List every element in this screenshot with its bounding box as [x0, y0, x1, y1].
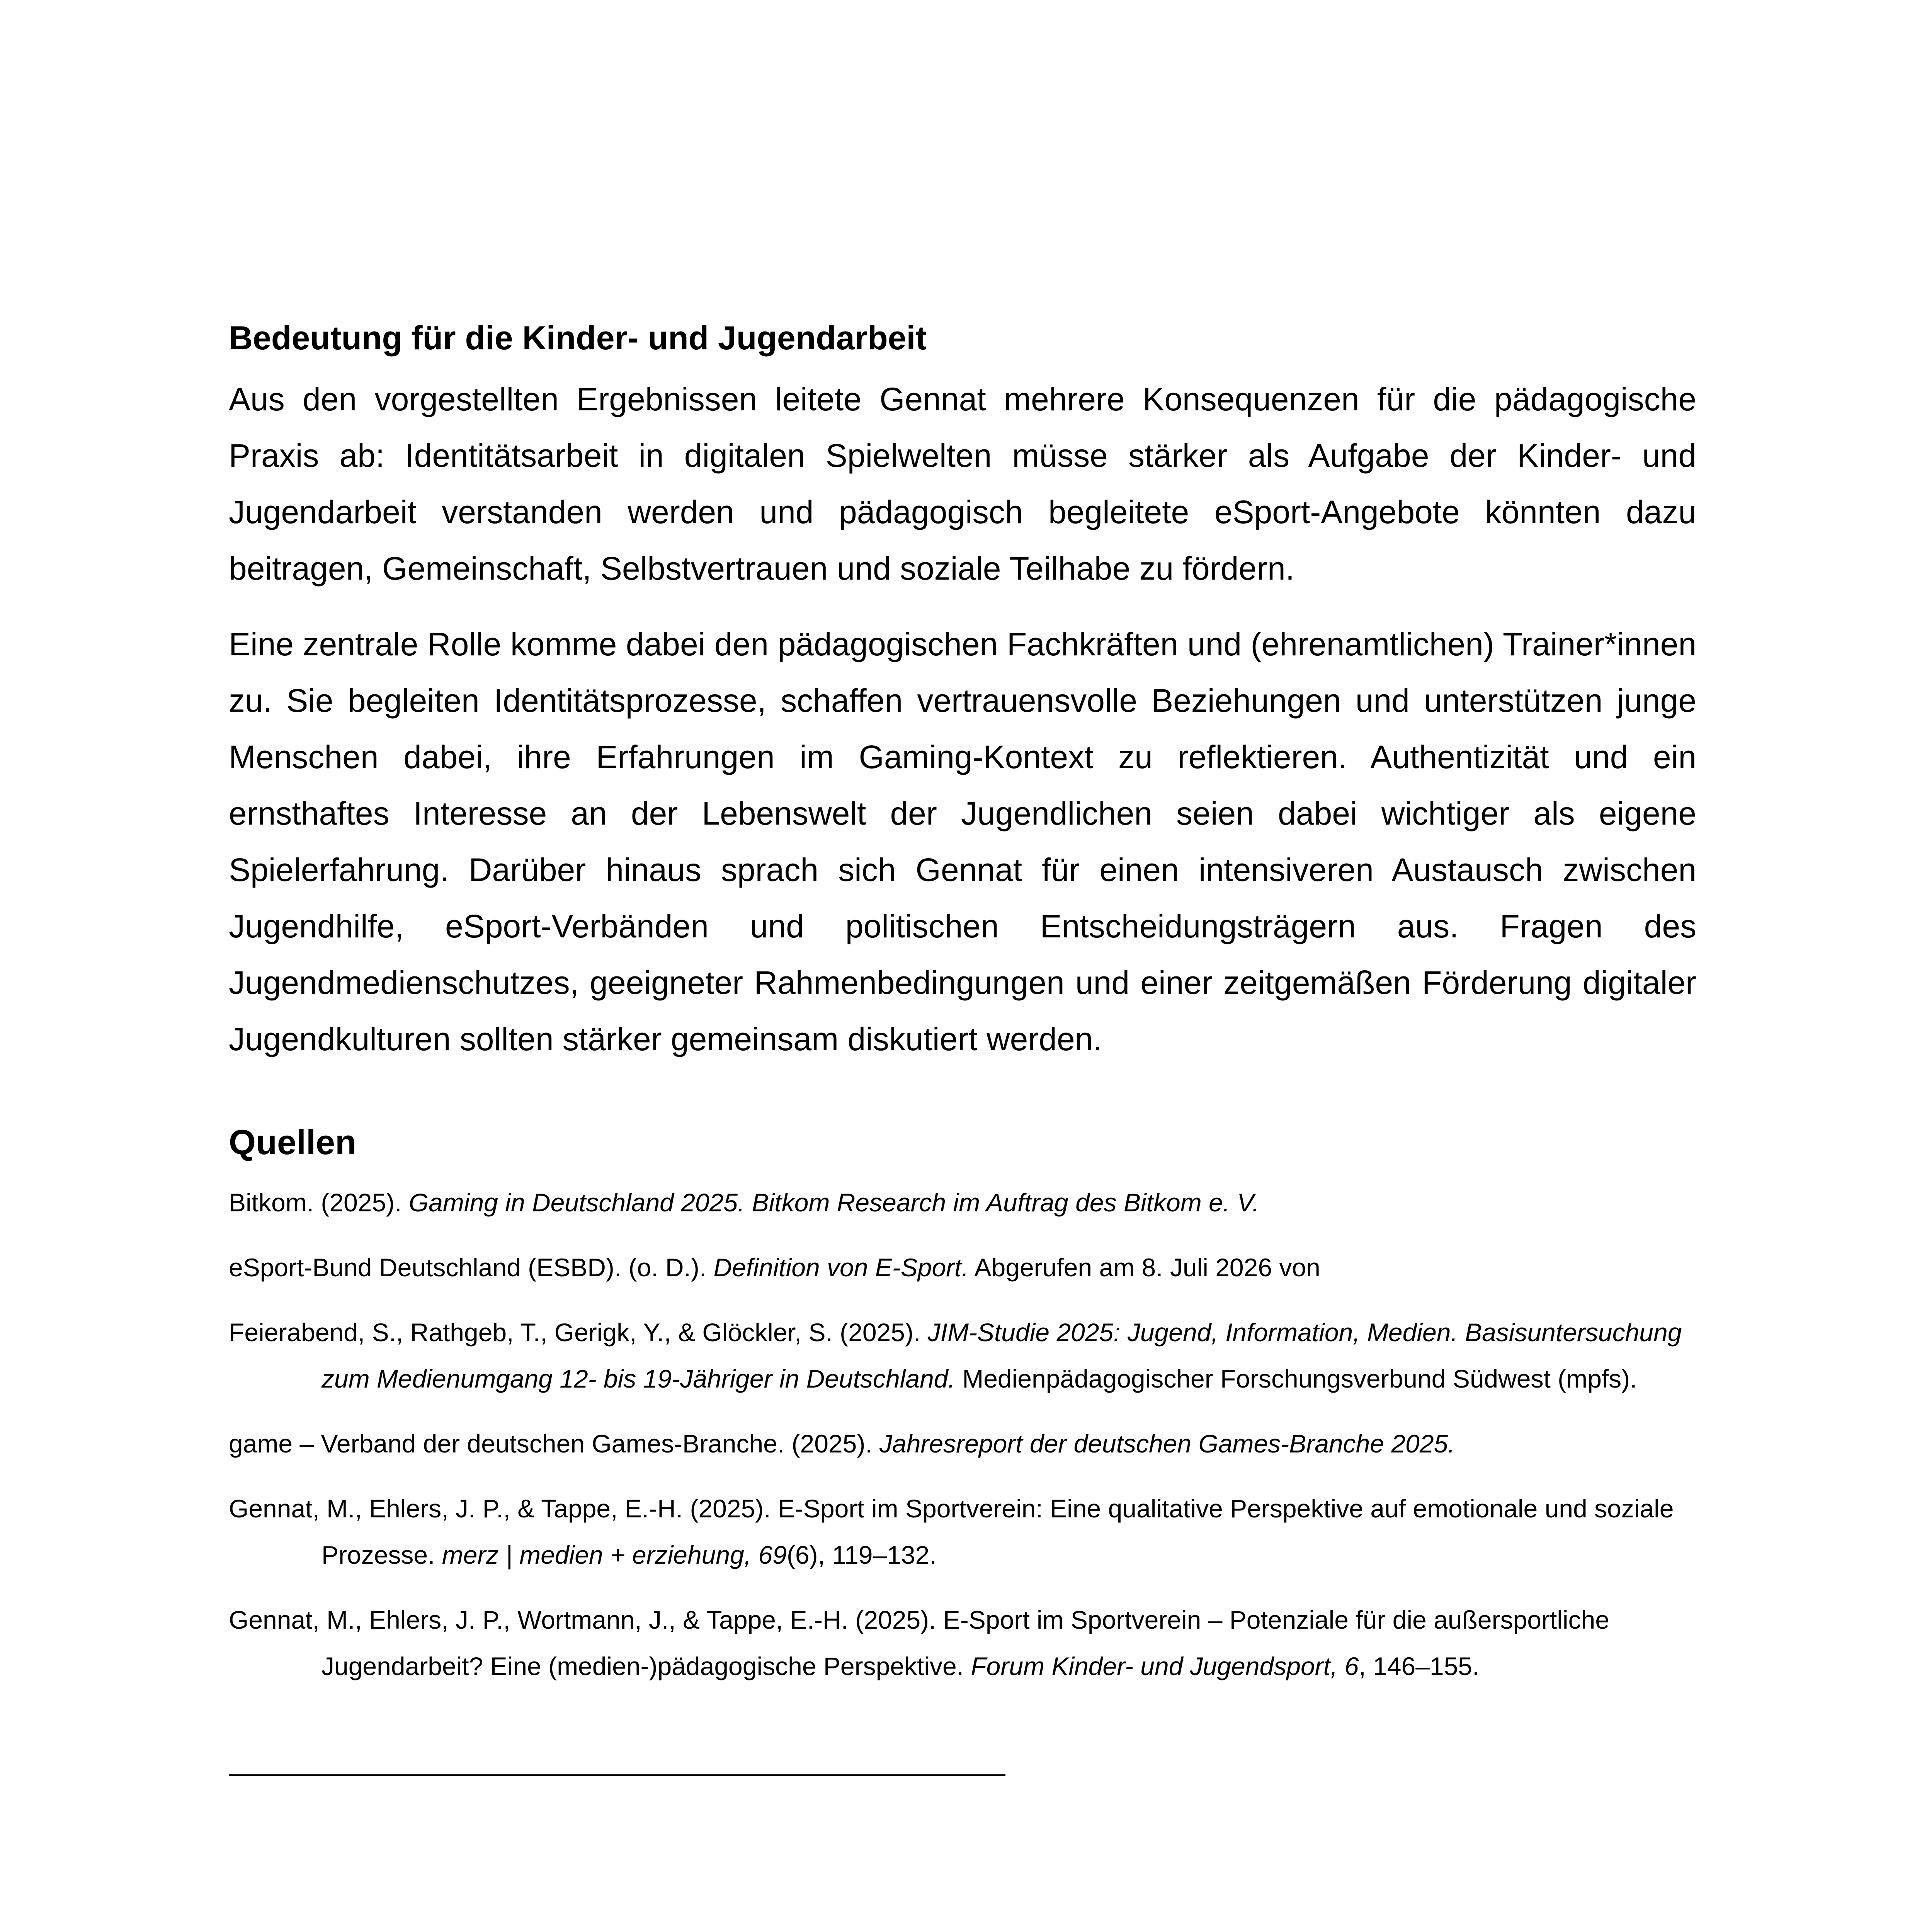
- reference-title: Definition von E-Sport.: [713, 1253, 969, 1282]
- reference-title: JIM-Studie 2025: Jugend, Information, Medien. Basisuntersuchung zum Medienumgang 12- bis 19-Jähriger in Deutschland.: [321, 1318, 1682, 1393]
- sources-heading: Quellen: [229, 1123, 357, 1162]
- paragraph-konsequenzen: Aus den vorgestellten Ergebnissen leitete Gennat mehrere Konsequenzen für die pädagogische Praxis ab: Identitätsarbeit in digitalen Spielwelten müsse stärker als Aufgabe der Kinder- und Jugendarbeit verstanden werden und pädagogisch begleitete eSport-Angebote könnten dazu beitragen, Gemeinschaft, Selbstvertrauen und soziale Teilhabe zu fördern.: [229, 381, 1696, 587]
- page-content: [229, 317, 1696, 1932]
- section-heading-jugendarbeit: Bedeutung für die Kinder- und Jugendarbeit: [229, 320, 927, 357]
- reference-item: [229, 1485, 1696, 1578]
- reference-suffix: (6), 119–132.: [786, 1541, 937, 1569]
- reference-text: game – Verband der deutschen Games-Branche. (2025).: [229, 1429, 879, 1458]
- reference-title: Forum Kinder- und Jugendsport, 6: [971, 1652, 1359, 1680]
- reference-text: eSport-Bund Deutschland (ESBD). (o. D.).: [229, 1253, 714, 1282]
- reference-text: Gennat, M., Ehlers, J. P., & Tappe, E.-H. (2025). E-Sport im Sportverein: Eine qualitative Perspektive auf emotionale und soziale Prozesse.: [229, 1494, 1674, 1569]
- reference-item: [229, 1309, 1696, 1402]
- separator-line: [229, 1774, 1005, 1776]
- reference-item: [229, 1244, 1696, 1291]
- reference-title: Gaming in Deutschland 2025. Bitkom Research im Auftrag des Bitkom e. V.: [408, 1188, 1259, 1217]
- reference-item: [229, 1420, 1696, 1467]
- reference-title: merz | medien + erziehung, 69: [442, 1541, 787, 1569]
- reference-title: Jahresreport der deutschen Games-Branche 2025.: [879, 1429, 1455, 1458]
- reference-item: [229, 1179, 1696, 1226]
- reference-text: Bitkom. (2025).: [229, 1188, 409, 1217]
- reference-text: Gennat, M., Ehlers, J. P., Wortmann, J., & Tappe, E.-H. (2025). E-Sport im Sportverein – Potenziale für die außersportliche Jugendarbeit? Eine (medien-)pädagogische Perspektive.: [229, 1605, 1609, 1680]
- reference-text: Feierabend, S., Rathgeb, T., Gerigk, Y., & Glöckler, S. (2025).: [229, 1318, 928, 1347]
- reference-suffix: Medienpädagogischer Forschungsverbund Südwest (mpfs).: [955, 1364, 1637, 1393]
- reference-item: [229, 1597, 1696, 1689]
- reference-suffix: , 146–155.: [1359, 1652, 1480, 1680]
- reference-suffix: Abgerufen am 8. Juli 2026 von: [968, 1253, 1320, 1282]
- paragraph-fachkraefte: Eine zentrale Rolle komme dabei den pädagogischen Fachkräften und (ehrenamtlichen) Trainer*innen zu. Sie begleiten Identitätsprozesse, schaffen vertrauensvolle Beziehungen und unterstützen junge Menschen dabei, ihre Erfahrungen im Gaming-Kontext zu reflektieren. Authentizität und ein ernsthaftes Interesse an der Lebenswelt der Jugendlichen seien dabei wichtiger als eigene Spielerfahrung. Darüber hinaus sprach sich Gennat für einen intensiveren Austausch zwischen Jugendhilfe, eSport-Verbänden und politischen Entscheidungsträgern aus. Fragen des Jugendmedienschutzes, geeigneter Rahmenbedingungen und einer zeitgemäßen Förderung digitaler Jugendkulturen sollten stärker gemeinsam diskutiert werden.: [229, 626, 1696, 1057]
